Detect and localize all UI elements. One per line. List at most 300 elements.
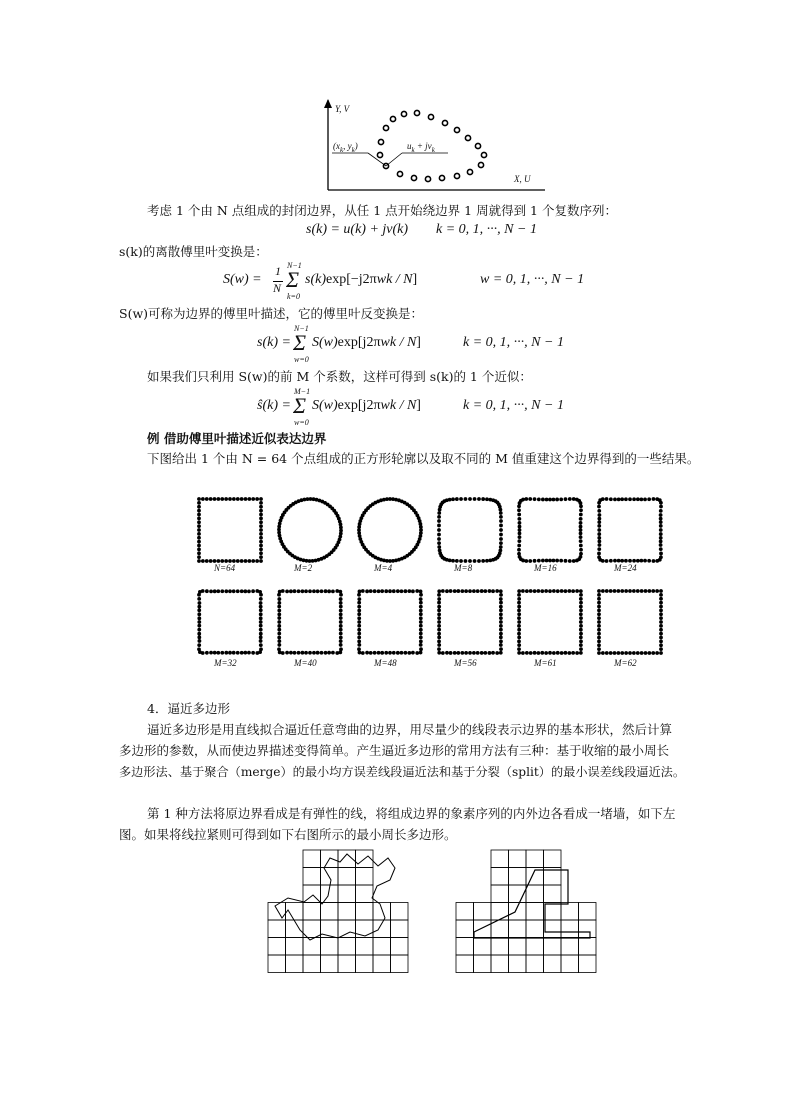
boundary-point <box>465 135 470 140</box>
shape-point <box>548 651 552 655</box>
paragraph-approx: 如果我们只利用 S(w)的前 M 个系数，这样可得到 s(k)的 1 个近似： <box>147 369 532 384</box>
shape-point <box>437 605 441 609</box>
shape-point <box>407 589 411 593</box>
grid-figures <box>0 840 792 980</box>
shape-point <box>247 651 251 655</box>
boundary-point <box>390 116 395 121</box>
shape-point <box>259 501 263 505</box>
fourier-shape <box>197 589 263 655</box>
shape-point <box>197 628 201 632</box>
shape-point <box>197 555 201 559</box>
shape-point <box>655 589 659 593</box>
shape-point <box>555 559 559 563</box>
shape-point <box>419 639 423 643</box>
shape-point <box>232 651 236 655</box>
shape-point <box>613 651 617 655</box>
fourier-shape <box>277 589 343 655</box>
shape-point <box>459 497 463 501</box>
shape-point <box>437 545 441 549</box>
grid-cell <box>491 955 509 973</box>
shape-point <box>517 647 521 651</box>
shape-point <box>488 651 492 655</box>
shape-point <box>419 647 423 651</box>
point-label-uv: $u_k + jv_k$ <box>407 141 435 154</box>
shape-point <box>437 528 441 532</box>
shape-point <box>499 515 503 519</box>
shape-point <box>579 605 583 609</box>
shape-point <box>485 497 489 501</box>
boundary-point <box>378 139 383 144</box>
shape-point <box>541 498 545 502</box>
fourier-shape <box>357 589 423 655</box>
grid-cell <box>474 903 492 921</box>
shape-point <box>259 509 263 513</box>
shape-point <box>636 651 640 655</box>
shape-point <box>597 636 601 640</box>
shape-point <box>579 589 583 593</box>
shape-point <box>499 616 503 620</box>
shape-point <box>197 620 201 624</box>
shape-point <box>529 589 533 593</box>
shape-point <box>236 497 240 501</box>
shape-point <box>564 651 568 655</box>
shape-point <box>564 559 568 563</box>
shape-point <box>437 643 441 647</box>
shape-point <box>209 651 213 655</box>
grid-cell <box>456 903 474 921</box>
shape-caption: M=56 <box>454 658 477 668</box>
shape-point <box>597 647 601 651</box>
shape-point <box>445 589 449 593</box>
shape-point <box>236 651 240 655</box>
shape-point <box>201 559 205 563</box>
shape-point <box>601 497 605 501</box>
shape-point <box>209 559 213 563</box>
shape-point <box>579 548 583 552</box>
shape-point <box>277 632 281 636</box>
shape-point <box>525 589 529 593</box>
shape-point <box>388 651 392 655</box>
shape-point <box>597 651 601 655</box>
paragraph-method-2: 图。如果将线拉紧则可得到如下右图所示的最小周长多边形。 <box>119 827 457 842</box>
shape-point <box>301 589 305 593</box>
paragraph-polygon-3: 多边形法、基于聚合（merge）的最小均方误差线段逼近法和基于分裂（split）的最小误差线段逼近法。 <box>119 765 686 779</box>
shape-caption: M=8 <box>454 563 473 573</box>
shape-point <box>517 548 521 552</box>
shape-point <box>243 651 247 655</box>
shape-point <box>659 513 663 517</box>
grid-cell <box>338 955 356 973</box>
grid-cell <box>321 920 339 938</box>
shape-point <box>216 497 220 501</box>
grid-cell <box>303 868 321 886</box>
shape-point <box>517 504 521 508</box>
shape-point <box>647 651 651 655</box>
shape-point <box>437 589 441 593</box>
shape-point <box>437 632 441 636</box>
shape-point <box>597 536 601 540</box>
shape-point <box>605 559 609 563</box>
shape-point <box>437 515 441 519</box>
shape-point <box>659 520 663 524</box>
shape-point <box>517 552 521 556</box>
shape-point <box>517 544 521 548</box>
shape-point <box>369 589 373 593</box>
shape-caption: M=61 <box>534 658 557 668</box>
shape-point <box>201 497 205 501</box>
shape-point <box>277 628 281 632</box>
shape-point <box>259 639 263 643</box>
shape-point <box>575 589 579 593</box>
shape-point <box>517 601 521 605</box>
shape-point <box>499 651 503 655</box>
grid-cell <box>373 955 391 973</box>
shape-point <box>537 559 541 563</box>
shape-point <box>365 589 369 593</box>
shape-point <box>620 651 624 655</box>
shape-point <box>240 589 244 593</box>
shape-point <box>559 497 563 501</box>
shape-point <box>517 620 521 624</box>
shape-point <box>571 589 575 593</box>
shape-point <box>499 537 503 541</box>
shape-point <box>259 601 263 605</box>
shape-point <box>228 651 232 655</box>
shape-point <box>545 559 549 563</box>
shape-point <box>579 612 583 616</box>
shape-point <box>197 547 201 551</box>
shape-point <box>357 601 361 605</box>
shape-point <box>518 525 522 529</box>
fourier-shape <box>437 497 503 563</box>
shape-point <box>316 651 320 655</box>
grid-cell <box>544 885 562 903</box>
grid-cell <box>509 920 527 938</box>
shape-point <box>197 597 201 601</box>
shape-point <box>437 533 441 537</box>
grid-cell <box>391 903 409 921</box>
grid-cell <box>491 903 509 921</box>
shape-point <box>579 532 583 536</box>
shape-point <box>197 616 201 620</box>
shape-point <box>339 620 343 624</box>
grid-cell <box>356 920 374 938</box>
shape-point <box>499 640 503 644</box>
shape-point <box>357 620 361 624</box>
shape-point <box>598 513 602 517</box>
shape-point <box>579 517 583 521</box>
shape-point <box>556 589 560 593</box>
shape-point <box>659 605 663 609</box>
shape-point <box>419 601 423 605</box>
paragraph-inverse: S(w)可称为边界的傅里叶描述，它的傅里叶反变换是： <box>119 306 424 321</box>
shape-point <box>518 555 522 559</box>
shape-point <box>197 501 201 505</box>
shape-point <box>552 651 556 655</box>
shape-point <box>620 589 624 593</box>
shape-point <box>659 539 663 543</box>
shape-point <box>339 628 343 632</box>
shape-point <box>517 636 521 640</box>
shape-point <box>597 593 601 597</box>
shape-point <box>205 497 209 501</box>
shape-point <box>331 651 335 655</box>
shape-point <box>357 643 361 647</box>
shape-point <box>521 498 525 502</box>
grid-cell <box>356 955 374 973</box>
shape-point <box>521 651 525 655</box>
shape-point <box>499 632 503 636</box>
shape-point <box>533 589 537 593</box>
shape-point <box>312 589 316 593</box>
shape-point <box>597 524 601 528</box>
shape-point <box>277 639 281 643</box>
grid-cell <box>286 920 304 938</box>
shape-point <box>220 651 224 655</box>
shape-point <box>632 589 636 593</box>
elastic-boundary <box>275 854 395 940</box>
shape-point <box>628 497 632 501</box>
shape-point <box>651 589 655 593</box>
shape-point <box>197 605 201 609</box>
shape-point <box>259 551 263 555</box>
shape-point <box>464 589 468 593</box>
shape-point <box>197 551 201 555</box>
shape-point <box>628 651 632 655</box>
shape-point <box>357 593 361 597</box>
shape-point <box>285 651 289 655</box>
shape-point <box>499 620 503 624</box>
boundary-point <box>454 127 459 132</box>
shape-point <box>197 632 201 636</box>
shape-point <box>659 643 663 647</box>
boundary-point <box>454 173 459 178</box>
shape-point <box>517 651 521 655</box>
shape-point <box>597 517 601 521</box>
shape-point <box>472 589 476 593</box>
shape-point <box>357 639 361 643</box>
grid-cell <box>561 903 579 921</box>
shape-point <box>639 559 643 563</box>
shape-point <box>289 589 293 593</box>
grid-cell <box>286 938 304 956</box>
shape-point <box>499 643 503 647</box>
shape-point <box>659 620 663 624</box>
grid-cell <box>509 868 527 886</box>
grid-cell <box>491 885 509 903</box>
shape-point <box>197 520 201 524</box>
shape-point <box>579 628 583 632</box>
grid-cell <box>338 920 356 938</box>
shape-point <box>609 651 613 655</box>
shape-point <box>644 589 648 593</box>
min-perimeter-polygon-grid <box>456 850 596 973</box>
shape-point <box>499 605 503 609</box>
shape-point <box>373 589 377 593</box>
shape-point <box>404 589 408 593</box>
shape-point <box>259 524 263 528</box>
shape-point <box>438 548 442 552</box>
grid-cell <box>491 850 509 868</box>
shape-point <box>605 497 609 501</box>
shape-point <box>564 497 568 501</box>
shape-point <box>495 651 499 655</box>
shape-point <box>499 601 503 605</box>
grid-cell <box>526 938 544 956</box>
shape-point <box>659 597 663 601</box>
shape-point <box>205 651 209 655</box>
grid-cell <box>544 920 562 938</box>
grid-cell <box>544 955 562 973</box>
shape-point <box>357 624 361 628</box>
grid-cell <box>303 903 321 921</box>
boundary-point <box>414 110 419 115</box>
shape-point <box>525 651 529 655</box>
shape-caption: M=40 <box>294 658 317 668</box>
boundary-point <box>442 120 447 125</box>
shape-point <box>437 597 441 601</box>
shape-point <box>439 503 443 507</box>
shape-point <box>620 497 624 501</box>
shape-point <box>498 508 502 512</box>
shape-point <box>499 589 503 593</box>
grid-cell <box>474 955 492 973</box>
shape-point <box>205 589 209 593</box>
shape-point <box>541 559 545 563</box>
shape-point <box>651 651 655 655</box>
shape-point <box>536 651 540 655</box>
shape-point <box>339 616 343 620</box>
shape-point <box>464 651 468 655</box>
shape-point <box>293 589 297 593</box>
grid-cell <box>338 938 356 956</box>
shape-point <box>364 508 368 512</box>
shape-point <box>451 497 455 501</box>
grid-cell <box>391 920 409 938</box>
shape-caption: M=62 <box>614 658 637 668</box>
shape-point <box>572 497 576 501</box>
shape-point <box>640 589 644 593</box>
shape-point <box>529 651 533 655</box>
shape-point <box>259 497 263 501</box>
shape-point <box>652 559 656 563</box>
shape-point <box>259 605 263 609</box>
shape-point <box>259 624 263 628</box>
shape-point <box>259 632 263 636</box>
shape-point <box>556 651 560 655</box>
shape-point <box>579 508 583 512</box>
shape-point <box>197 524 201 528</box>
shape-point <box>445 651 449 655</box>
shape-point <box>597 552 601 556</box>
x-axis-label: X, U <box>514 174 531 184</box>
shape-point <box>597 601 601 605</box>
shape-point <box>255 497 259 501</box>
shape-point <box>575 651 579 655</box>
grid-cell <box>474 938 492 956</box>
shape-point <box>357 632 361 636</box>
shape-point <box>579 539 583 543</box>
shape-point <box>407 651 411 655</box>
shape-point <box>659 601 663 605</box>
shape-point <box>213 651 217 655</box>
shape-point <box>652 497 656 501</box>
shape-point <box>659 532 663 536</box>
shape-point <box>453 589 457 593</box>
shape-point <box>517 539 521 543</box>
shape-point <box>655 559 659 563</box>
shape-point <box>473 497 477 501</box>
boundary-point <box>425 176 430 181</box>
shape-point <box>201 589 205 593</box>
shape-point <box>198 601 202 605</box>
shape-point <box>251 559 255 563</box>
shape-point <box>358 590 362 594</box>
boundary-point <box>377 152 382 157</box>
shape-point <box>597 616 601 620</box>
shape-point <box>567 651 571 655</box>
shape-point <box>598 543 602 547</box>
shape-point <box>575 559 579 563</box>
shape-point <box>259 616 263 620</box>
shape-point <box>579 544 583 548</box>
shape-point <box>579 535 583 539</box>
shape-point <box>518 521 522 525</box>
shape-point <box>251 497 255 501</box>
shape-point <box>632 497 636 501</box>
shape-point <box>277 624 281 628</box>
shape-point <box>617 559 621 563</box>
shape-point <box>240 497 244 501</box>
shape-point <box>579 620 583 624</box>
grid-cell <box>268 955 286 973</box>
shape-point <box>605 589 609 593</box>
shape-point <box>616 589 620 593</box>
shape-point <box>384 589 388 593</box>
shape-point <box>453 651 457 655</box>
shape-point <box>380 589 384 593</box>
shape-point <box>517 597 521 601</box>
grid-cell <box>456 938 474 956</box>
paragraph-polygon-1: 逼近多边形是用直线拟合逼近任意弯曲的边界，用尽量少的线段表示边界的基本形状，然后计算 <box>147 722 673 737</box>
shape-point <box>396 651 400 655</box>
equation-dft: S(w) = 1 N N−1 Σ k=0 s(k)exp[−j2πwk / N] <box>223 261 418 301</box>
shape-point <box>339 601 343 605</box>
shape-point <box>647 589 651 593</box>
shape-point <box>419 636 423 640</box>
shape-point <box>488 558 492 562</box>
shape-caption: M=48 <box>374 658 397 668</box>
shape-point <box>579 632 583 636</box>
shape-point <box>419 616 423 620</box>
grid-cell <box>456 955 474 973</box>
shape-caption: M=16 <box>534 563 557 573</box>
shape-point <box>476 651 480 655</box>
shape-point <box>281 589 285 593</box>
shape-point <box>460 589 464 593</box>
shape-point <box>449 589 453 593</box>
shape-point <box>437 519 441 523</box>
shape-point <box>579 501 583 505</box>
shape-point <box>197 532 201 536</box>
grid-cell <box>356 903 374 921</box>
shape-point <box>472 651 476 655</box>
shape-point <box>415 651 419 655</box>
shape-point <box>560 651 564 655</box>
shape-point <box>491 651 495 655</box>
shape-point <box>659 616 663 620</box>
shape-point <box>228 589 232 593</box>
